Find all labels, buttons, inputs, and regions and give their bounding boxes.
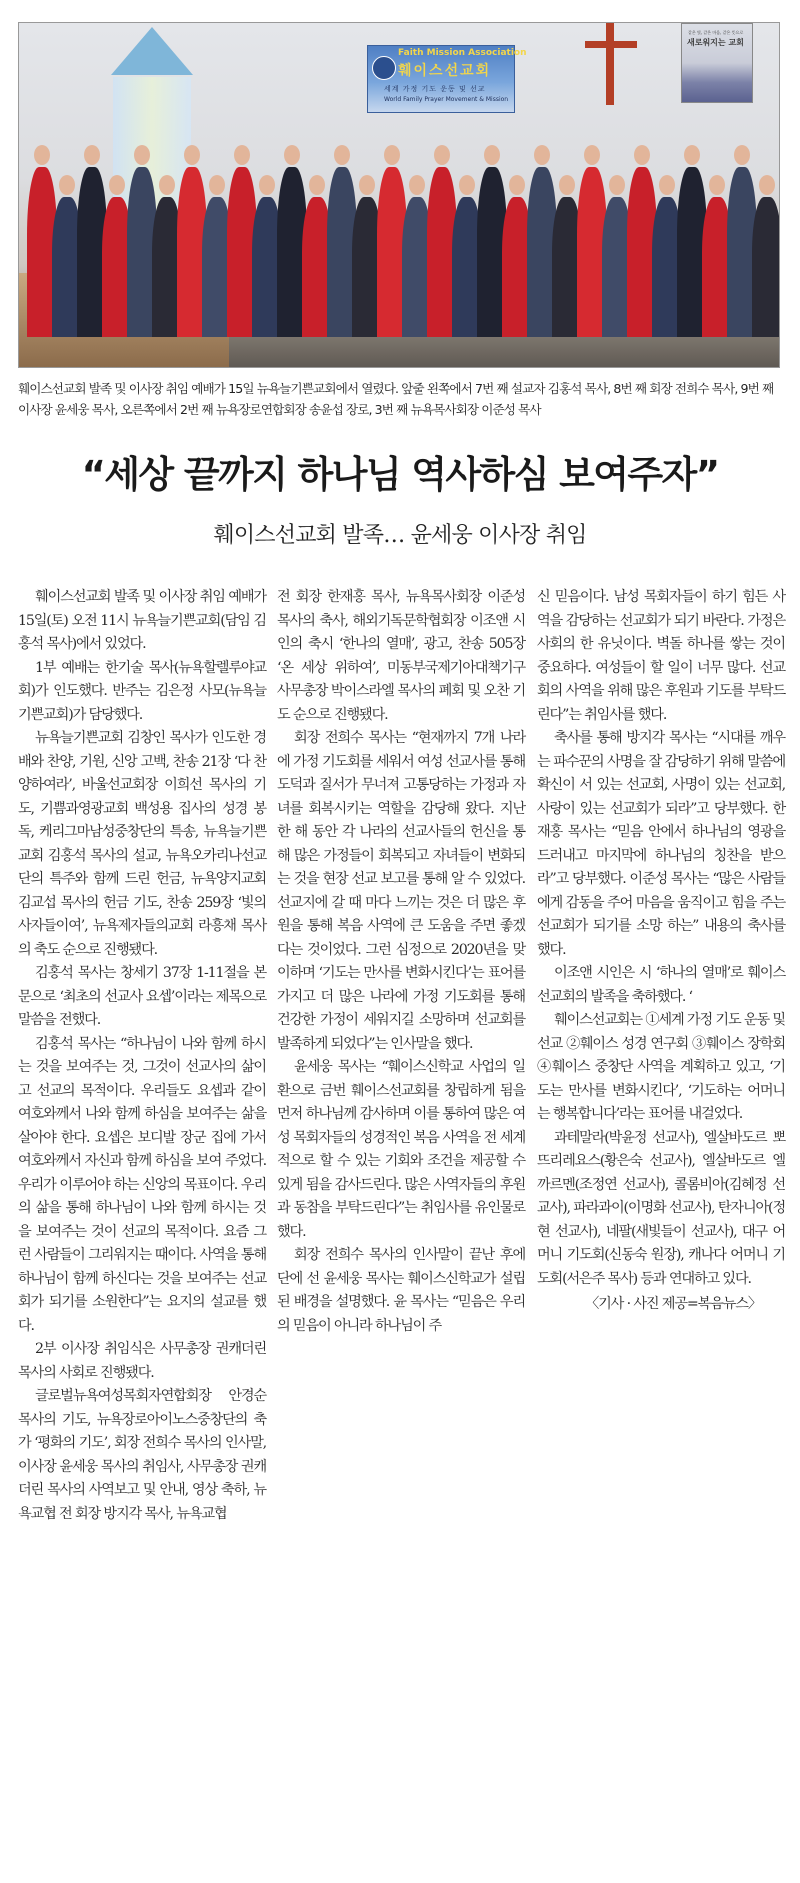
church-poster	[681, 23, 753, 103]
person-head	[584, 145, 600, 165]
mission-banner	[367, 45, 527, 113]
person-head	[534, 145, 550, 165]
person-head	[609, 175, 625, 195]
paragraph: 뉴욕늘기쁜교회 김창인 목사가 인도한 경배와 찬양, 기원, 신앙 고백, 찬송 21장 ‘다 찬양하여라’, 바울선교회장 이희선 목사의 기도, 기쁨과영광교회 백성용 집사의 성경 봉독, 케리그마남성중창단의 특송, 뉴욕늘기쁜교회 김홍석 목사의 설교, 뉴욕오카리나선교단의 특주와 함께 드린 헌금, 뉴욕양지교회 김교섭 목사의 헌금 기도, 찬송 259장 ‘빛의 사자들이여’, 뉴욕제자들의교회 라흥채 목사의 축도 순으로 진행됐다.	[18, 730, 266, 958]
paragraph: 1부 예배는 한기술 목사(뉴욕할렐루야교회)가 인도했다. 반주는 김은정 사모(뉴욕늘기쁜교회)가 담당했다.	[18, 659, 266, 723]
person-head	[734, 145, 750, 165]
paragraph: 회장 전희수 목사는 “현재까지 7개 나라에 가정 기도회를 세워서 여성 선교사를 통해 도덕과 질서가 무너져 고통당하는 가정과 자녀를 회복시키는 역할을 감당해 왔다. 지난 한 해 동안 각 나라의 선교사들의 헌신을 통해 많은 가정들이 회복되고 자녀들이 변화되는 것을 현장 선교 보고를 통해 알 수 있었다. 선교지에 갈 때 마다 느끼는 것은 더 많은 후원을 통해 복음 사역에 큰 도움을 주면 좋겠다는 것이었다. 그런 심정으로 2020년을 맞이하며 ‘기도는 만사를 변화시킨다’는 표어를 가지고 더 많은 나라에 가정 기도회를 통해 건강한 가정이 세워지길 소망하며 선교회를 발족하게 되었다”는 인사말을 했다.	[277, 730, 525, 1052]
paragraph: 신 믿음이다. 남성 목회자들이 하기 힘든 사역을 감당하는 선교회가 되기 바란다. 가정은 사회의 한 유닛이다. 벽돌 하나를 쌓는 것이 중요하다. 여성들이 할 일이 너무 많다. 선교회의 사역을 위해 많은 후원과 기도를 부탁드린다”는 취임사를 했다.	[537, 589, 785, 723]
paragraph: 전 회장 한재홍 목사, 뉴욕목사회장 이준성 목사의 축사, 해외기독문학협회장 이조앤 시인의 축시 ‘한나의 열매’, 광고, 찬송 505장 ‘온 세상 위하여’, 미동부국제기아대책기구 사무총장 박이스라엘 목사의 폐회 및 오찬 기도 순으로 진행됐다.	[277, 589, 525, 723]
person-head	[709, 175, 725, 195]
person-head	[634, 145, 650, 165]
person-head	[409, 175, 425, 195]
person-head	[434, 145, 450, 165]
person-head	[209, 175, 225, 195]
person-head	[559, 175, 575, 195]
paragraph: 훼이스선교회 발족 및 이사장 취임 예배가 15일(토) 오전 11시 뉴욕늘기쁜교회(담임 김홍석 목사)에서 있었다.	[18, 589, 266, 652]
person-head	[484, 145, 500, 165]
person-head	[184, 145, 200, 165]
person-head	[684, 145, 700, 165]
cross-icon	[606, 23, 614, 105]
paragraph: 축사를 통해 방지각 목사는 “시대를 깨우는 파수꾼의 사명을 잘 감당하기 위해 말씀에 확신이 서 있는 선교회, 사명이 있는 선교회, 사랑이 있는 선교회가 되라”고 당부했다. 한재홍 목사는 “믿음 안에서 하나님의 영광을 드러내고 마지막에 하나님의 칭찬을 받으라”고 당부했다. 이준성 목사는 “많은 사람들에게 감동을 주어 마음을 움직이고 힘을 주는 선교회가 되기를 소망 하는” 내용의 축사를 했다.	[537, 730, 785, 958]
person-figure	[752, 197, 780, 337]
person-head	[509, 175, 525, 195]
subheadline: 훼이스선교회 발족… 윤세웅 이사장 취임	[213, 523, 587, 548]
paragraph: 김홍석 목사는 “하나님이 나와 함께 하시는 것을 보여주는 것, 그것이 선교사의 삶이고 선교의 목적이다. 우리들도 요셉과 같이 여호와께서 나와 함께 하심을 보여주는 삶을 살아야 한다. 요셉은 보디발 장군 집에 가서 여호와께서 자신과 함께 하심을 보여 주었다. 우리가 이루어야 하는 신앙의 목표이다. 우리의 삶을 통해 하나님이 나와 함께 하시는 것을 보여주는 것이 선교의 목적이다. 요즘 그런 사람들이 그리워지는 때이다. 사역을 통해 하나님이 함께 하신다는 것을 보여주는 선교회가 되기를 소원한다”는 요지의 설교를 했다.	[18, 1035, 266, 1334]
person-head	[284, 145, 300, 165]
paragraph: 윤세웅 목사는 “훼이스신학교 사업의 일환으로 금번 훼이스선교회를 창립하게 됨을 먼저 하나님께 감사하며 이를 통하여 많은 여성 목회자들의 성경적인 복음 사역을 전 세계적으로 할 수 있는 기회와 조건을 제공할 수 있게 됨을 감사드린다. 많은 사역자들의 후원과 동참을 부탁드린다”는 취임사를 유인물로 했다.	[277, 1059, 525, 1240]
article-column-3	[537, 586, 785, 1317]
paragraph: 훼이스선교회는 ①세계 가정 기도 운동 및 선교 ②훼이스 성경 연구회 ③훼이스 장학회 ④훼이스 중창단 사역을 계획하고 있고, ‘기도는 만사를 변화시킨다’, ‘기도하는 어머니는 행복합니다’라는 표어를 내걸었다.	[537, 1012, 785, 1122]
event-photo	[18, 22, 780, 368]
person-head	[109, 175, 125, 195]
person-head	[384, 145, 400, 165]
article-column-1	[18, 586, 266, 1526]
person-head	[334, 145, 350, 165]
person-head	[459, 175, 475, 195]
paragraph: 글로벌뉴욕여성목회자연합회장 안경순 목사의 기도, 뉴욕장로아이노스중창단의 축가 ‘평화의 기도’, 회장 전희수 목사의 인사말, 이사장 윤세웅 목사의 취임사, 사무총장 권캐더린 목사의 사역보고 및 안내, 영상 축하, 뉴욕교협 전 회장 방지각 목사, 뉴욕교협	[18, 1388, 266, 1522]
paragraph: 과테말라(박윤정 선교사), 엘살바도르 뽀뜨리레요스(황은숙 선교사), 엘살바도르 엘까르멘(조정연 선교사), 콜롬비아(김혜정 선교사), 파라과이(이명화 선교사), 탄자니아(정현 선교사), 네팔(새빛들이 선교사), 대구 어머니 기도회(신동숙 원장), 캐나다 어머니 기도회(서은주 목사) 등과 연대하고 있다.	[537, 1129, 785, 1287]
person-head	[34, 145, 50, 165]
paragraph: 김홍석 목사는 창세기 37장 1-11절을 본문으로 ‘최초의 선교사 요셉’이라는 제목으로 말씀을 전했다.	[18, 965, 266, 1028]
photo-caption: 훼이스선교회 발족 및 이사장 취임 예배가 15일 뉴욕늘기쁜교회에서 열렸다. 앞줄 왼쪽에서 7번 째 설교자 김홍석 목사, 8번 째 회장 전희수 목사, 9번 째 이사장 윤세웅 목사, 오른쪽에서 2번 째 뉴욕장로연합회장 송윤섭 장로, 3번 째 뉴욕목사회장 이준성 목사	[18, 381, 774, 417]
banner-subtitle-english: World Family Prayer Movement & Mission	[384, 96, 509, 103]
banner-korean-title: 훼이스선교회	[398, 63, 492, 79]
person-head	[259, 175, 275, 195]
person-head	[84, 145, 100, 165]
paragraph: 2부 이사장 취임식은 사무총장 권캐더린 목사의 사회로 진행됐다.	[18, 1341, 266, 1381]
person-head	[159, 175, 175, 195]
person-head	[59, 175, 75, 195]
article-column-2	[277, 586, 525, 1338]
paragraph: 이조앤 시인은 시 ‘하나의 열매’로 훼이스선교회의 발족을 축하했다. ‘	[537, 965, 785, 1005]
person-head	[134, 145, 150, 165]
banner-english-title: Faith Mission Association	[398, 48, 527, 58]
person-head	[234, 145, 250, 165]
person-head	[659, 175, 675, 195]
poster-title: 새로워지는 교회	[687, 38, 744, 47]
paragraph: 회장 전희수 목사의 인사말이 끝난 후에 단에 선 윤세웅 목사는 훼이스신학교가 설립된 배경을 설명했다. 윤 목사는 “믿음은 우리의 믿음이 아니라 하나님이 주	[277, 1247, 525, 1334]
article-credit: 〈기사 · 사진 제공=복음뉴스〉	[585, 1296, 761, 1312]
person-head	[759, 175, 775, 195]
poster-slogan: 같은 빛, 같은 마음, 같은 뜻으로	[688, 30, 744, 35]
mission-logo-icon	[372, 56, 396, 80]
person-head	[359, 175, 375, 195]
cross-beam	[585, 41, 637, 48]
person-head	[309, 175, 325, 195]
headline: “세상 끝까지 하나님 역사하심 보여주자”	[81, 453, 719, 496]
banner-subtitle-korean: 세계 가정 기도 운동 및 선교	[384, 85, 486, 93]
group-of-people	[19, 115, 780, 315]
